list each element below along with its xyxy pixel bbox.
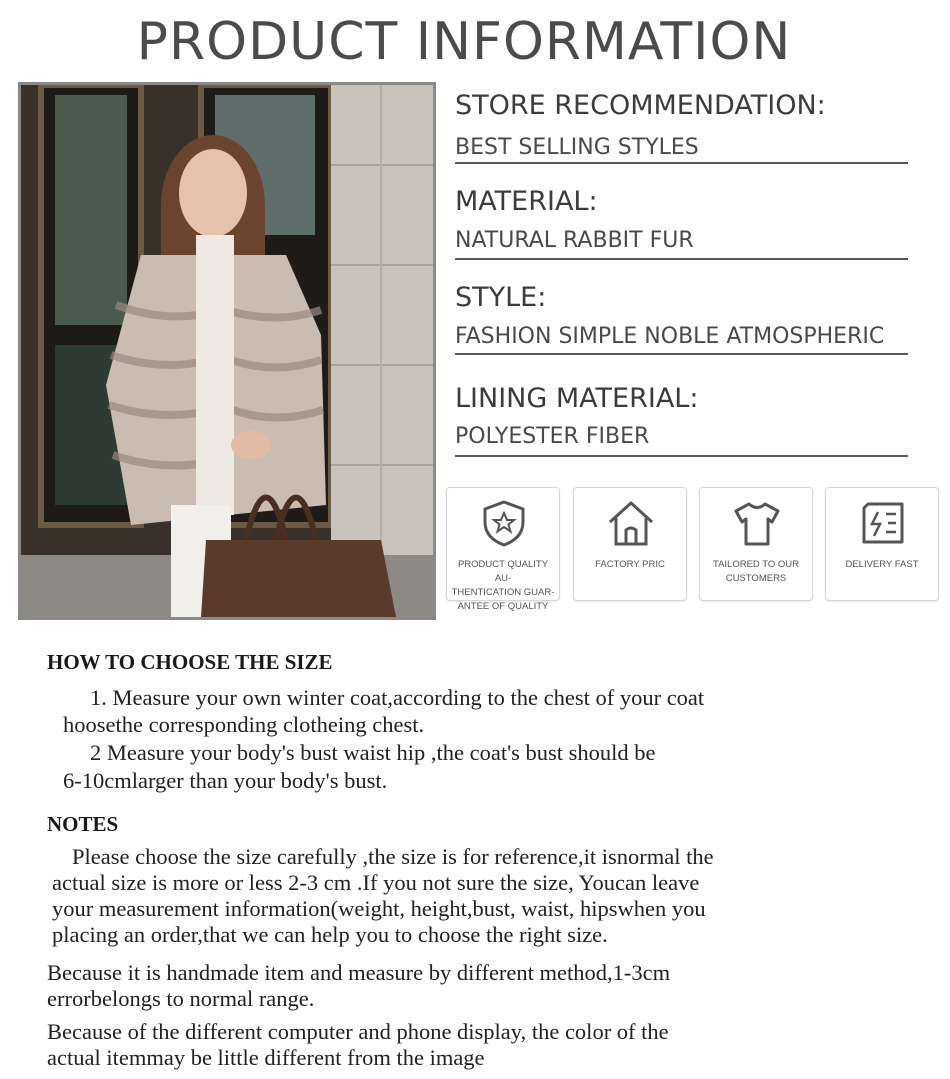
notes-heading: NOTES	[47, 812, 119, 836]
notes-line: your measurement information(weight, height,bust, waist, hipswhen you	[52, 896, 706, 921]
divider	[455, 258, 908, 260]
badge-label: TAILORED TO OUR CUSTOMERS	[712, 559, 800, 584]
size-guide-line: hoosethe corresponding clotheing chest.	[63, 712, 425, 737]
size-guide-line: 2 Measure your body's bust waist hip ,the coat's bust should be	[90, 740, 656, 765]
badge-delivery	[825, 487, 939, 601]
badge-factory-price	[573, 487, 687, 601]
handmade-note-line: errorbelongs to normal range.	[47, 986, 315, 1011]
divider	[455, 455, 908, 457]
info-value: POLYESTER FIBER	[455, 424, 650, 449]
info-label: STORE RECOMMENDATION:	[455, 90, 826, 121]
info-store-recommendation	[455, 90, 935, 162]
product-photo-illustration	[21, 85, 433, 617]
info-value: FASHION SIMPLE NOBLE ATMOSPHERIC	[455, 324, 885, 349]
delivery-box-icon	[858, 498, 908, 548]
badge-label: DELIVERY FAST	[845, 559, 919, 570]
info-lining-material	[455, 383, 935, 451]
badge-quality	[446, 487, 560, 612]
info-material	[455, 186, 935, 255]
notes-line: placing an order,that we can help you to choose the right size.	[52, 922, 608, 947]
display-note-line: Because of the different computer and phone display, the color of the	[47, 1019, 669, 1044]
badge-label: PRODUCT QUALITY AU- THENTICATION GUAR- ANTEE OF QUALITY	[451, 559, 555, 612]
size-guide-heading: HOW TO CHOOSE THE SIZE	[47, 650, 333, 674]
page-title: PRODUCT INFORMATION	[136, 12, 792, 72]
house-icon	[606, 498, 656, 548]
badge-label: FACTORY PRIC	[595, 559, 665, 570]
info-value: BEST SELLING STYLES	[455, 135, 699, 160]
divider	[455, 162, 908, 164]
size-guide-line: 6-10cmlarger than your body's bust.	[63, 768, 388, 793]
tshirt-icon	[732, 498, 782, 548]
display-note-line: actual itemmay be little different from the image	[47, 1045, 485, 1070]
divider	[455, 353, 908, 355]
product-photo	[18, 82, 436, 620]
notes-line: actual size is more or less 2-3 cm .If you not sure the size, Youcan leave	[52, 870, 700, 895]
badge-tailored	[699, 487, 813, 601]
handmade-note-line: Because it is handmade item and measure by different method,1-3cm	[47, 960, 671, 985]
info-label: MATERIAL:	[455, 186, 598, 217]
info-label: STYLE:	[455, 282, 547, 313]
shield-star-icon	[479, 498, 529, 548]
notes-line: Please choose the size carefully ,the size is for reference,it isnormal the	[72, 844, 714, 869]
info-style	[455, 282, 935, 351]
info-label: LINING MATERIAL:	[455, 383, 699, 414]
info-value: NATURAL RABBIT FUR	[455, 228, 694, 253]
size-guide-line: 1. Measure your own winter coat,according to the chest of your coat	[90, 685, 705, 710]
